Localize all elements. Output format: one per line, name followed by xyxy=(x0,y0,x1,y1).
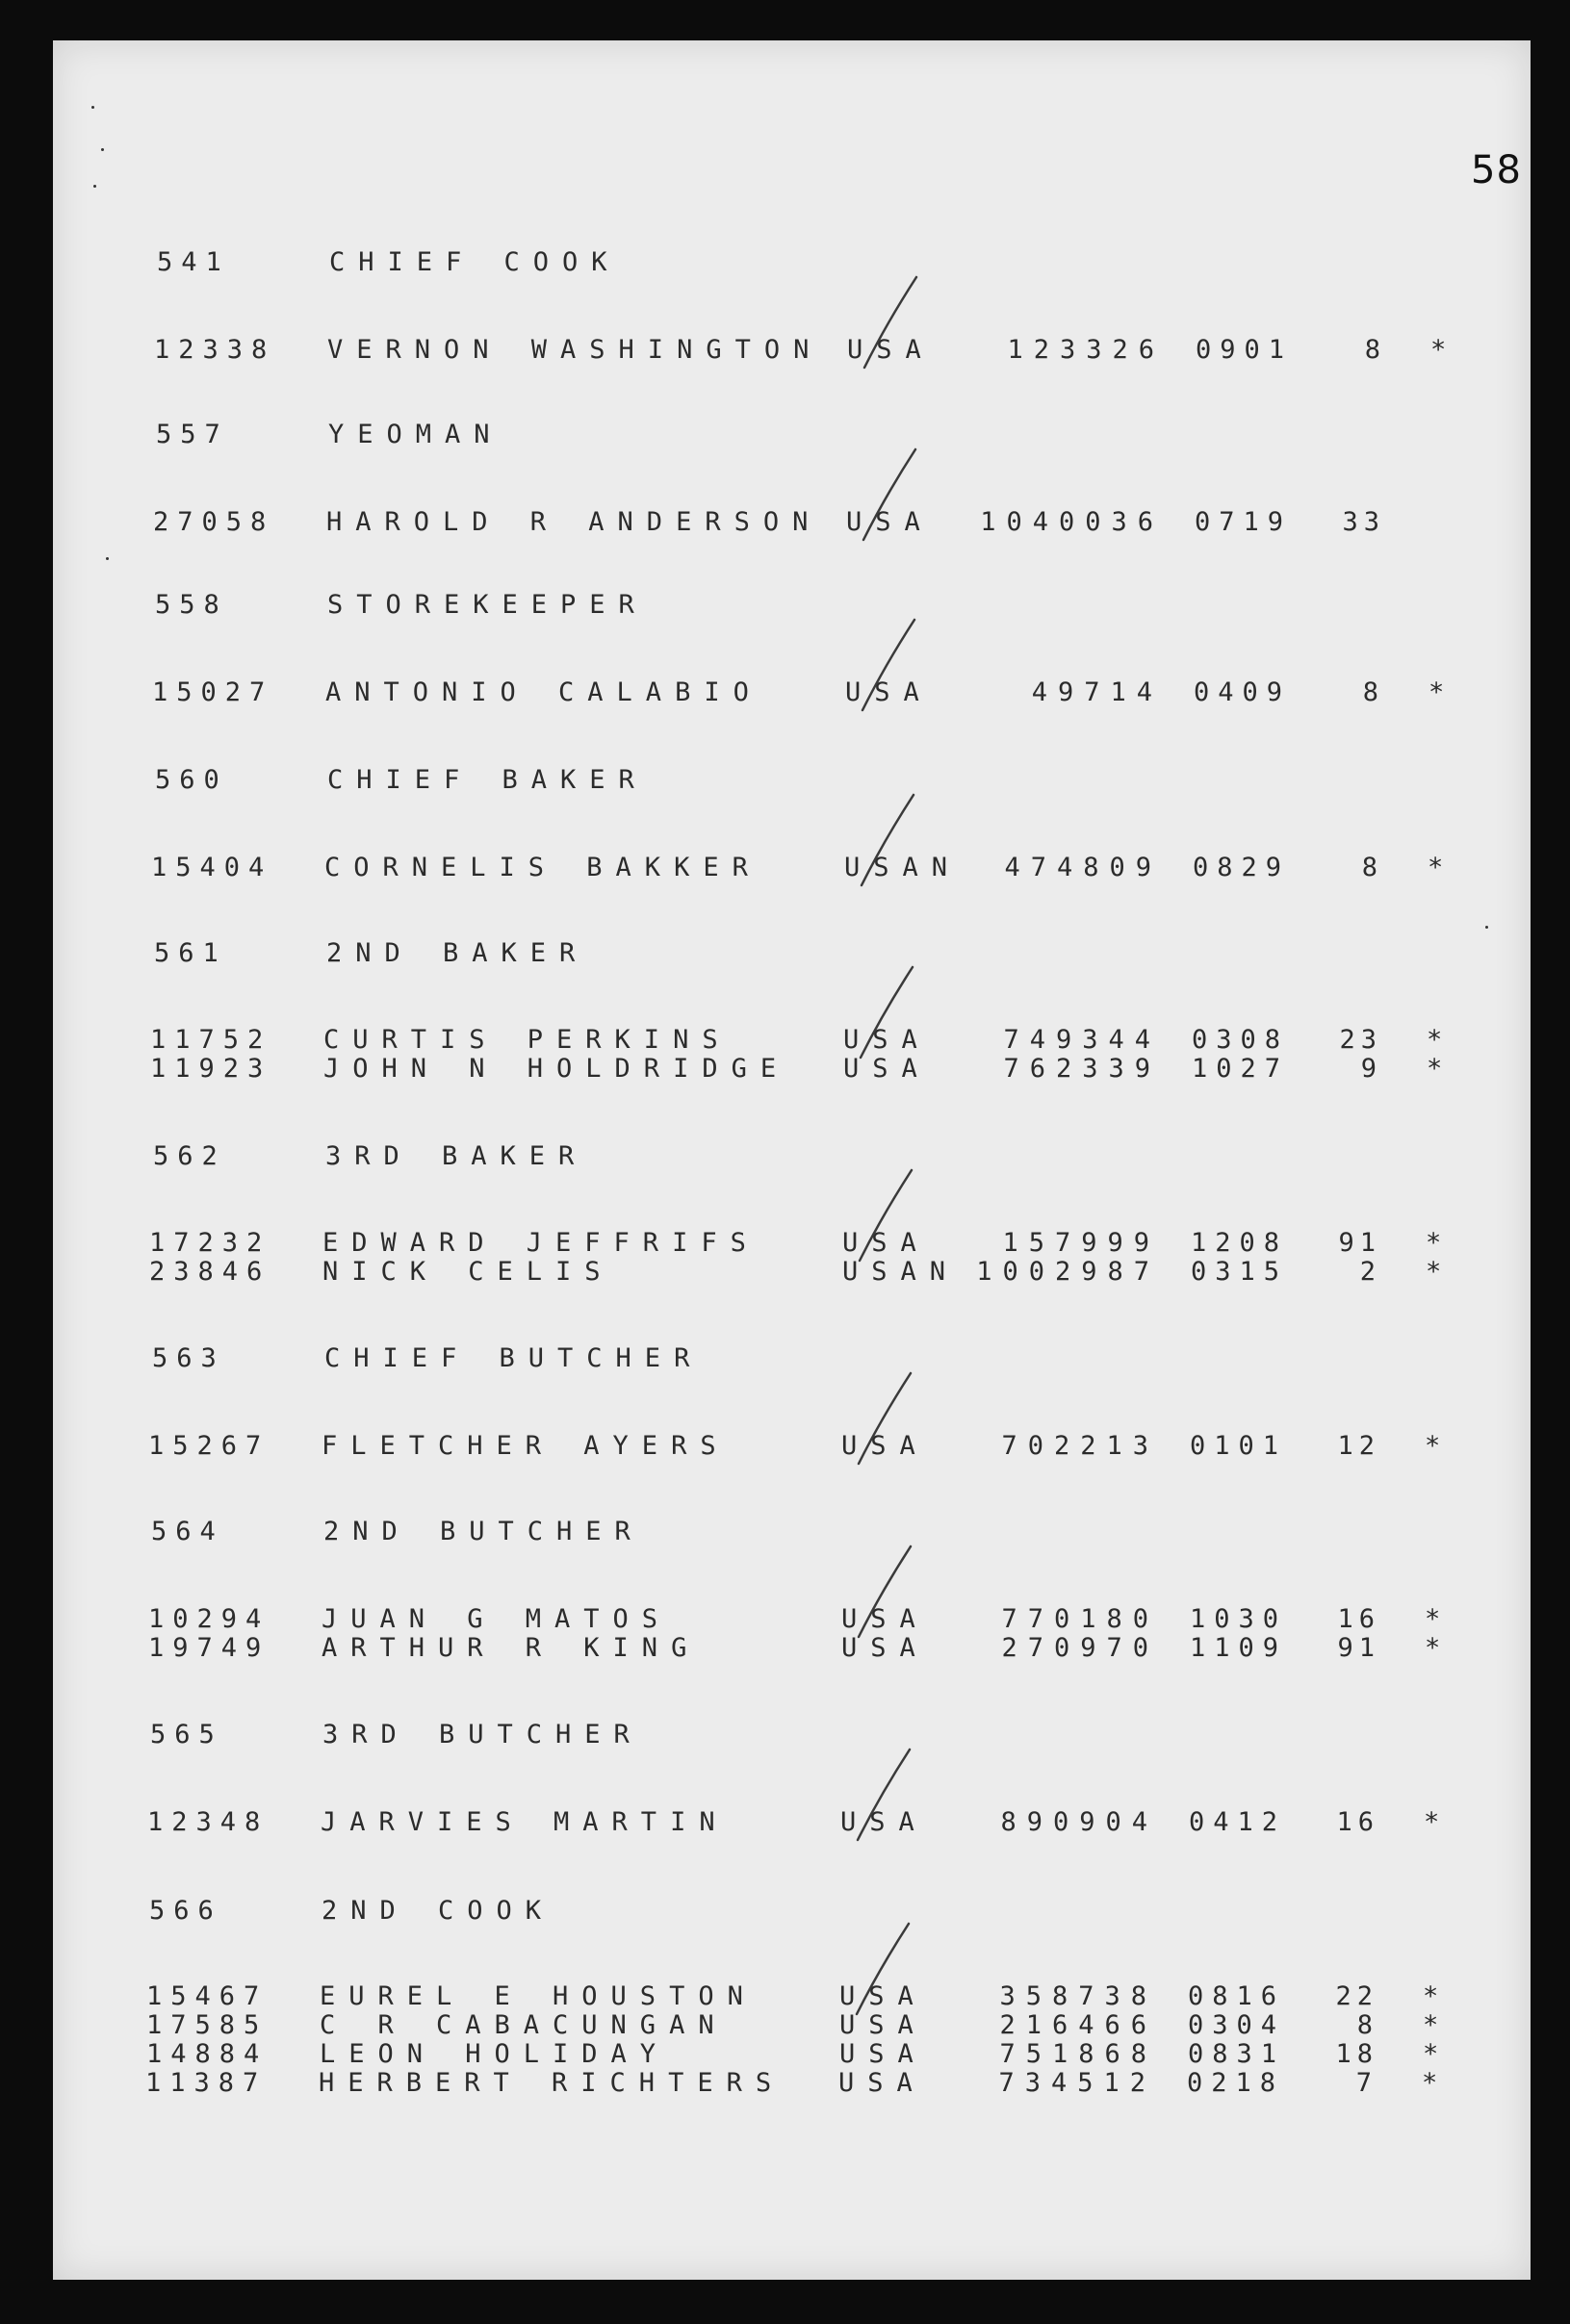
scan-speck xyxy=(91,106,94,109)
entry-name: LEON HOLIDAY xyxy=(320,2039,670,2069)
entry-value: 9 xyxy=(1360,1054,1382,1084)
section-heading xyxy=(0,1344,1473,1373)
section-heading xyxy=(0,591,1476,620)
document-page xyxy=(53,40,1531,2280)
entry-date: 0101 xyxy=(1190,1431,1288,1461)
entry-id: 10294 xyxy=(148,1604,270,1634)
entry-mark: * xyxy=(1423,2039,1453,2069)
entry-mark: * xyxy=(1425,1604,1454,1634)
entry-date: 1109 xyxy=(1190,1633,1288,1663)
section-title: 2ND COOK xyxy=(322,1896,555,1926)
entry-id: 12338 xyxy=(154,335,276,365)
check-mark-icon xyxy=(854,791,921,887)
crew-entry-row xyxy=(0,336,1478,365)
entry-number: 123326 xyxy=(1007,335,1165,365)
entry-country: USA xyxy=(839,2010,927,2040)
entry-date: 1208 xyxy=(1191,1228,1289,1258)
crew-entry-row xyxy=(0,1229,1473,1258)
entry-name: ANTONIO CALABIO xyxy=(325,677,762,707)
section-heading xyxy=(0,248,1478,277)
entry-country: USA xyxy=(843,1025,931,1055)
section-code: 560 xyxy=(155,765,228,795)
entry-name: NICK CELIS xyxy=(322,1257,614,1287)
check-mark-icon xyxy=(850,1746,917,1842)
entry-number: 157999 xyxy=(1002,1228,1160,1258)
entry-number: 216466 xyxy=(999,2010,1157,2040)
entry-value: 16 xyxy=(1337,1604,1380,1634)
entry-id: 15027 xyxy=(152,677,274,707)
section-code: 562 xyxy=(153,1141,226,1171)
entry-value: 23 xyxy=(1339,1025,1382,1055)
entry-id: 11923 xyxy=(150,1054,272,1084)
check-mark-icon xyxy=(849,1920,916,2016)
section-code: 566 xyxy=(149,1896,222,1926)
entry-name: C R CABACUNGAN xyxy=(320,2010,728,2040)
crew-entry-row xyxy=(0,2040,1470,2069)
entry-name: JUAN G MATOS xyxy=(322,1604,672,1634)
crew-entry-row xyxy=(0,1055,1474,1084)
section-code: 558 xyxy=(155,590,228,620)
entry-value: 12 xyxy=(1337,1431,1380,1461)
entry-number: 474809 xyxy=(1004,853,1162,882)
section-code: 541 xyxy=(157,247,230,277)
page-number: 58 xyxy=(1471,148,1522,192)
entry-value: 22 xyxy=(1335,1981,1378,2011)
entry-date: 0816 xyxy=(1188,1981,1286,2011)
entry-number: 1002987 xyxy=(976,1257,1160,1287)
entry-number: 1040036 xyxy=(980,507,1164,537)
entry-name: JARVIES MARTIN xyxy=(321,1807,729,1837)
entry-value: 18 xyxy=(1335,2039,1378,2069)
entry-value: 91 xyxy=(1337,1633,1380,1663)
entry-mark: * xyxy=(1426,1257,1455,1287)
crew-entry-row xyxy=(0,1258,1473,1287)
entry-date: 0304 xyxy=(1188,2010,1286,2040)
crew-entry-row xyxy=(0,1026,1474,1055)
section-code: 561 xyxy=(154,938,227,968)
entry-date: 1030 xyxy=(1190,1604,1288,1634)
check-mark-icon xyxy=(857,273,924,370)
entry-number: 751868 xyxy=(999,2039,1157,2069)
entry-mark: * xyxy=(1430,335,1460,365)
section-heading xyxy=(0,421,1477,449)
scan-speck xyxy=(106,557,109,560)
entry-date: 0829 xyxy=(1193,853,1291,882)
entry-value: 8 xyxy=(1361,853,1383,882)
section-title: CHIEF COOK xyxy=(329,247,621,277)
entry-country: USA xyxy=(842,1228,930,1258)
entry-number: 734512 xyxy=(998,2068,1156,2098)
crew-entry-row xyxy=(0,678,1476,707)
section-code: 564 xyxy=(151,1517,224,1546)
section-title: CHIEF BAKER xyxy=(327,765,648,795)
scan-speck xyxy=(101,148,104,151)
section-code: 557 xyxy=(156,420,229,449)
section-heading xyxy=(0,1897,1470,1926)
entry-number: 358738 xyxy=(999,1981,1157,2011)
entry-name: HERBERT RICHTERS xyxy=(319,2068,785,2098)
entry-name: FLETCHER AYERS xyxy=(322,1431,730,1461)
check-mark-icon xyxy=(856,446,923,542)
entry-date: 0409 xyxy=(1194,677,1292,707)
entry-value: 91 xyxy=(1338,1228,1381,1258)
entry-date: 0218 xyxy=(1187,2068,1285,2098)
entry-country: USA xyxy=(839,1981,927,2011)
entry-country: USA xyxy=(841,1633,929,1663)
entry-id: 15467 xyxy=(146,1981,269,2011)
entry-number: 762339 xyxy=(1003,1054,1161,1084)
entry-mark: * xyxy=(1427,1054,1456,1084)
entry-id: 23846 xyxy=(149,1257,271,1287)
section-heading xyxy=(0,939,1475,968)
scan-speck xyxy=(93,185,96,188)
section-title: 3RD BUTCHER xyxy=(322,1720,643,1749)
section-heading xyxy=(0,1142,1474,1171)
entry-mark: * xyxy=(1423,2010,1453,2040)
entry-date: 0901 xyxy=(1196,335,1294,365)
entry-mark: * xyxy=(1426,1228,1455,1258)
check-mark-icon xyxy=(853,963,920,1060)
section-code: 563 xyxy=(152,1343,225,1373)
section-title: 2ND BAKER xyxy=(326,938,589,968)
crew-entry-row xyxy=(0,854,1475,882)
entry-id: 17232 xyxy=(149,1228,271,1258)
entry-date: 0308 xyxy=(1192,1025,1290,1055)
entry-id: 12348 xyxy=(147,1807,270,1837)
entry-country: USA xyxy=(839,2039,927,2069)
entry-id: 14884 xyxy=(146,2039,269,2069)
entry-name: JOHN N HOLDRIDGE xyxy=(323,1054,790,1084)
entry-name: CORNELIS BAKKER xyxy=(324,853,761,882)
entry-mark: * xyxy=(1425,1431,1454,1461)
entry-country: USA xyxy=(840,1807,928,1837)
entry-number: 702213 xyxy=(1001,1431,1159,1461)
entry-country: USA xyxy=(846,507,934,537)
entry-date: 1027 xyxy=(1192,1054,1290,1084)
entry-country: USA xyxy=(847,335,935,365)
crew-entry-row xyxy=(0,1432,1472,1461)
entry-number: 890904 xyxy=(1000,1807,1158,1837)
check-mark-icon xyxy=(851,1543,918,1639)
entry-name: HAROLD R ANDERSON xyxy=(326,507,822,537)
scan-speck xyxy=(1485,926,1488,929)
entry-value: 8 xyxy=(1364,335,1386,365)
entry-mark: * xyxy=(1423,1981,1453,2011)
crew-entry-row xyxy=(0,1605,1472,1634)
entry-name: ARTHUR R KING xyxy=(322,1633,701,1663)
entry-id: 11387 xyxy=(145,2068,268,2098)
entry-date: 0315 xyxy=(1191,1257,1289,1287)
crew-entry-row xyxy=(0,1808,1471,1837)
entry-value: 8 xyxy=(1356,2010,1378,2040)
section-title: 2ND BUTCHER xyxy=(323,1517,644,1546)
entry-date: 0831 xyxy=(1188,2039,1286,2069)
entry-country: USA xyxy=(845,677,933,707)
entry-value: 7 xyxy=(1355,2068,1377,2098)
entry-country: USAN xyxy=(842,1257,960,1287)
entry-country: USA xyxy=(841,1604,929,1634)
entry-name: EUREL E HOUSTON xyxy=(320,1981,757,2011)
entry-country: USA xyxy=(841,1431,929,1461)
entry-id: 27058 xyxy=(153,507,275,537)
entry-number: 770180 xyxy=(1001,1604,1159,1634)
section-heading xyxy=(0,1721,1471,1749)
crew-entry-row xyxy=(0,2011,1470,2040)
section-title: 3RD BAKER xyxy=(325,1141,588,1171)
entry-name: CURTIS PERKINS xyxy=(323,1025,732,1055)
entry-mark: * xyxy=(1428,853,1457,882)
entry-value: 8 xyxy=(1362,677,1384,707)
entry-value: 2 xyxy=(1359,1257,1381,1287)
crew-entry-row xyxy=(0,508,1477,537)
crew-entry-row xyxy=(0,1634,1472,1663)
entry-name: EDWARD JEFFRIFS xyxy=(322,1228,759,1258)
section-title: CHIEF BUTCHER xyxy=(324,1343,704,1373)
entry-country: USA xyxy=(838,2068,926,2098)
entry-name: VERNON WASHINGTON xyxy=(327,335,823,365)
entry-id: 15267 xyxy=(148,1431,270,1461)
check-mark-icon xyxy=(851,1369,918,1466)
entry-country: USA xyxy=(843,1054,931,1084)
entry-mark: * xyxy=(1422,2068,1452,2098)
entry-country: USAN xyxy=(844,853,962,882)
entry-date: 0412 xyxy=(1189,1807,1287,1837)
entry-date: 0719 xyxy=(1195,507,1293,537)
entry-id: 17585 xyxy=(146,2010,269,2040)
crew-entry-row xyxy=(0,1982,1470,2011)
section-title: YEOMAN xyxy=(328,420,503,449)
section-code: 565 xyxy=(150,1720,223,1749)
entry-value: 16 xyxy=(1336,1807,1379,1837)
entry-mark: * xyxy=(1428,677,1458,707)
check-mark-icon xyxy=(855,616,922,712)
section-title: STOREKEEPER xyxy=(327,590,648,620)
section-heading xyxy=(0,766,1476,795)
entry-number: 270970 xyxy=(1001,1633,1159,1663)
crew-entry-row xyxy=(0,2069,1469,2098)
entry-number: 49714 xyxy=(1031,677,1163,707)
entry-mark: * xyxy=(1427,1025,1456,1055)
entry-id: 19749 xyxy=(148,1633,270,1663)
section-heading xyxy=(0,1518,1472,1546)
entry-mark: * xyxy=(1424,1807,1454,1837)
entry-value: 33 xyxy=(1342,507,1385,537)
check-mark-icon xyxy=(852,1166,919,1263)
entry-id: 15404 xyxy=(151,853,273,882)
entry-mark: * xyxy=(1425,1633,1454,1663)
entry-id: 11752 xyxy=(150,1025,272,1055)
entry-number: 749344 xyxy=(1003,1025,1161,1055)
